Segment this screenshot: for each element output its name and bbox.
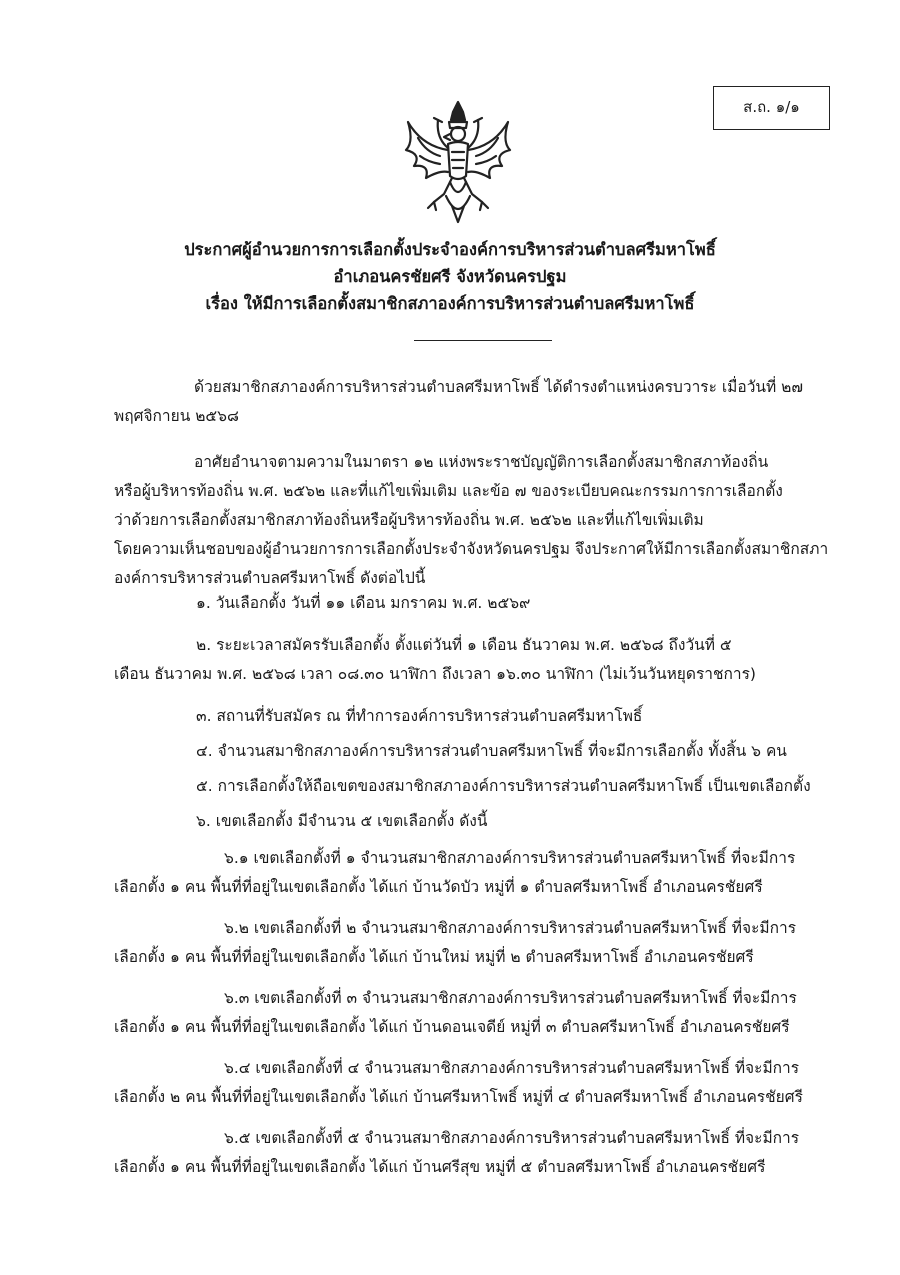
text-line: ด้วยสมาชิกสภาองค์การบริหารส่วนตำบลศรีมหาโพธิ์ ได้ดำรงตำแหน่งครบวาระ เมื่อวันที่ ๒๗: [194, 378, 804, 396]
text-line: โดยความเห็นชอบของผู้อำนวยการการเลือกตั้งประจำจังหวัดนครปฐม จึงประกาศให้มีการเลือกตั้งสมาชิกสภา: [114, 540, 829, 558]
form-code-box: [713, 86, 830, 130]
district-4-continued: เลือกตั้ง ๒ คน พื้นที่ที่อยู่ในเขตเลือกตั้ง ได้แก่ บ้านศรีมหาโพธิ์ หมู่ที่ ๔ ตำบลศรีมหาโพธิ์ อำเภอนครชัยศรี: [114, 1088, 803, 1106]
district-4: ๖.๔ เขตเลือกตั้งที่ ๔ จำนวนสมาชิกสภาองค์การบริหารส่วนตำบลศรีมหาโพธิ์ ที่จะมีการ: [224, 1059, 800, 1077]
item-1: ๑. วันเลือกตั้ง วันที่ ๑๑ เดือน มกราคม พ.ศ. ๒๕๖๙: [196, 594, 531, 612]
district-1-continued: เลือกตั้ง ๑ คน พื้นที่ที่อยู่ในเขตเลือกตั้ง ได้แก่ บ้านวัดบัว หมู่ที่ ๑ ตำบลศรีมหาโพธิ์ อำเภอนครชัยศรี: [114, 878, 763, 896]
district-5: ๖.๕ เขตเลือกตั้งที่ ๕ จำนวนสมาชิกสภาองค์การบริหารส่วนตำบลศรีมหาโพธิ์ ที่จะมีการ: [224, 1129, 800, 1147]
item-3: ๓. สถานที่รับสมัคร ณ ที่ทำการองค์การบริหารส่วนตำบลศรีมหาโพธิ์: [196, 707, 643, 725]
item-6: ๖. เขตเลือกตั้ง มีจำนวน ๕ เขตเลือกตั้ง ดังนี้: [196, 812, 488, 830]
text-line: หรือผู้บริหารท้องถิ่น พ.ศ. ๒๕๖๒ และที่แก้ไขเพิ่มเติม และข้อ ๗ ของระเบียบคณะกรรมการการเลือกตั้ง: [114, 482, 783, 500]
text-line: อาศัยอำนาจตามความในมาตรา ๑๒ แห่งพระราชบัญญัติการเลือกตั้งสมาชิกสภาท้องถิ่น: [194, 453, 769, 471]
form-code: ส.ถ. ๑/๑: [743, 98, 800, 116]
text-line: ว่าด้วยการเลือกตั้งสมาชิกสภาท้องถิ่นหรือผู้บริหารท้องถิ่น พ.ศ. ๒๕๖๒ และที่แก้ไขเพิ่มเติม: [114, 511, 704, 529]
item-2-continued: เดือน ธันวาคม พ.ศ. ๒๕๖๘ เวลา ๐๘.๓๐ นาฬิกา ถึงเวลา ๑๖.๓๐ นาฬิกา (ไม่เว้นวันหยุดราชการ): [114, 665, 756, 683]
district-5-continued: เลือกตั้ง ๑ คน พื้นที่ที่อยู่ในเขตเลือกตั้ง ได้แก่ บ้านศรีสุข หมู่ที่ ๕ ตำบลศรีมหาโพธิ์ อำเภอนครชัยศรี: [114, 1158, 766, 1176]
text-line: องค์การบริหารส่วนตำบลศรีมหาโพธิ์ ดังต่อไปนี้: [114, 569, 426, 587]
district-2: ๖.๒ เขตเลือกตั้งที่ ๒ จำนวนสมาชิกสภาองค์การบริหารส่วนตำบลศรีมหาโพธิ์ ที่จะมีการ: [224, 919, 797, 937]
district-2-continued: เลือกตั้ง ๑ คน พื้นที่ที่อยู่ในเขตเลือกตั้ง ได้แก่ บ้านใหม่ หมู่ที่ ๒ ตำบลศรีมหาโพธิ์ อำเภอนครชัยศรี: [114, 948, 754, 966]
title-line-2: อำเภอนครชัยศรี จังหวัดนครปฐม: [333, 267, 567, 286]
title-line-1: ประกาศผู้อำนวยการการเลือกตั้งประจำองค์การบริหารส่วนตำบลศรีมหาโพธิ์: [184, 240, 716, 259]
district-1: ๖.๑ เขตเลือกตั้งที่ ๑ จำนวนสมาชิกสภาองค์การบริหารส่วนตำบลศรีมหาโพธิ์ ที่จะมีการ: [224, 849, 796, 867]
title-divider: [414, 340, 552, 341]
item-4: ๔. จำนวนสมาชิกสภาองค์การบริหารส่วนตำบลศรีมหาโพธิ์ ที่จะมีการเลือกตั้ง ทั้งสิ้น ๖ คน: [196, 742, 787, 760]
garuda-emblem-icon: [400, 98, 516, 226]
title-line-3: เรื่อง ให้มีการเลือกตั้งสมาชิกสภาองค์การบริหารส่วนตำบลศรีมหาโพธิ์: [205, 294, 695, 313]
district-3-continued: เลือกตั้ง ๑ คน พื้นที่ที่อยู่ในเขตเลือกตั้ง ได้แก่ บ้านดอนเจดีย์ หมู่ที่ ๓ ตำบลศรีมหาโพธิ์ อำเภอนครชัยศรี: [114, 1018, 790, 1036]
item-5: ๕. การเลือกตั้งให้ถือเขตของสมาชิกสภาองค์การบริหารส่วนตำบลศรีมหาโพธิ์ เป็นเขตเลือกตั้ง: [196, 777, 811, 795]
announcement-title: [100, 236, 800, 317]
text-line: พฤศจิกายน ๒๕๖๘: [114, 407, 239, 425]
district-3: ๖.๓ เขตเลือกตั้งที่ ๓ จำนวนสมาชิกสภาองค์การบริหารส่วนตำบลศรีมหาโพธิ์ ที่จะมีการ: [224, 989, 797, 1007]
item-2: ๒. ระยะเวลาสมัครรับเลือกตั้ง ตั้งแต่วันที่ ๑ เดือน ธันวาคม พ.ศ. ๒๕๖๘ ถึงวันที่ ๕: [196, 636, 732, 654]
